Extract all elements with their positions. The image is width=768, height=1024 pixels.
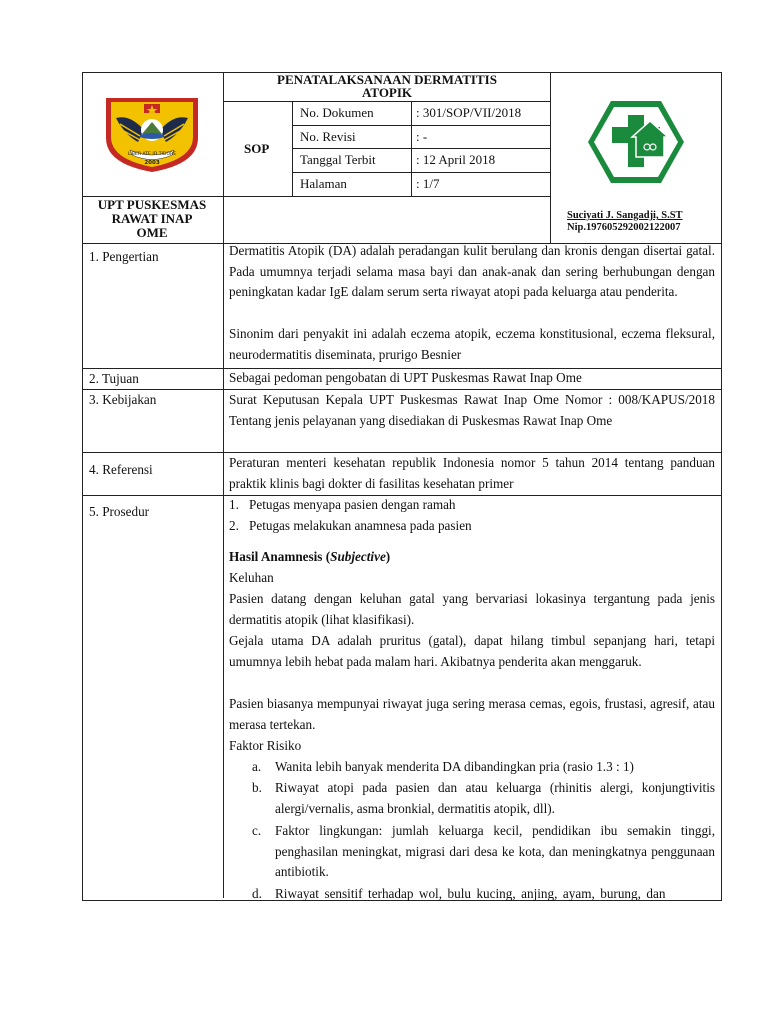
pengertian-paragraph-1: Dermatitis Atopik (DA) adalah peradangan kulit berulang dan kronis dengan disertai gatal. Pada umumnya terjadi selama masa bayi dan anak-anak dan sering berhubungan dengan peningkatan kadar IgE dalam serum serta riwayat atopi pada keluarga atau penderita. xyxy=(229,243,715,299)
procedure-step-1: Petugas menyapa pasien dengan ramah xyxy=(249,497,456,512)
regency-logo xyxy=(100,94,204,174)
label-kebijakan: 3. Kebijakan xyxy=(89,392,157,407)
title-line-2: ATOPIK xyxy=(361,85,413,100)
doc-number-label: No. Dokumen xyxy=(300,105,374,120)
org-line-1: UPT PUSKESMAS xyxy=(97,197,207,212)
faktor-c-text: Faktor lingkungan: jumlah keluarga kecil, pendidikan ibu semakin tinggi, penghasilan meningkat, migrasi dari desa ke kota, dan meningkatnya penggunaan antibiotik. xyxy=(275,823,715,879)
logo-year-text: 2003 xyxy=(144,160,160,166)
label-prosedur: 5. Prosedur xyxy=(89,504,150,519)
faktor-d-number: d. xyxy=(252,886,262,901)
kebijakan-text: Surat Keputusan Kepala UPT Puskesmas Rawat Inap Ome Nomor : 008/KAPUS/2018 Tentang jenis pelayanan yang disediakan di Puskesmas Rawat Inap Ome xyxy=(229,392,715,428)
procedure-step-1-number: 1. xyxy=(229,497,239,512)
keluhan-paragraph-1: Pasien datang dengan keluhan gatal yang bervariasi lokasinya tergantung pada jenis dermatitis atopik (lihat klasifikasi). xyxy=(229,591,715,627)
pengertian-paragraph-2: Sinonim dari penyakit ini adalah eczema atopik, eczema konstitusional, eczema fleksural, neurodermatitis diseminata, prurigo Besnier xyxy=(229,326,715,362)
org-line-3: OME xyxy=(136,225,168,240)
heading-close: ) xyxy=(385,549,391,564)
label-pengertian: 1. Pengertian xyxy=(89,249,159,264)
doc-number-value: : 301/SOP/VII/2018 xyxy=(416,105,522,120)
issue-date-label: Tanggal Terbit xyxy=(300,152,376,167)
document-title xyxy=(224,73,550,99)
issue-date-value: : 12 April 2018 xyxy=(416,152,496,167)
keluhan-label: Keluhan xyxy=(229,570,274,585)
anamnesis-heading xyxy=(229,547,390,568)
tujuan-text: Sebagai pedoman pengobatan di UPT Puskesmas Rawat Inap Ome xyxy=(229,370,582,385)
faktor-c-number: c. xyxy=(252,823,262,838)
keluhan-paragraph-2: Gejala utama DA adalah pruritus (gatal), dapat hilang timbul sepanjang hari, tetapi umumnya lebih hebat pada malam hari. Akibatnya penderita akan menggaruk. xyxy=(229,633,715,669)
label-tujuan: 2. Tujuan xyxy=(89,371,139,386)
puskesmas-logo xyxy=(586,97,686,187)
page-value: : 1/7 xyxy=(416,176,440,191)
org-line-2: RAWAT INAP xyxy=(111,211,193,226)
heading-main: Hasil Anamnesis ( xyxy=(229,549,331,564)
faktor-risiko-label: Faktor Risiko xyxy=(229,738,302,753)
faktor-b-text: Riwayat atopi pada pasien dan atau keluarga (rhinitis alergi, konjungtivitis alergi/vernalis, asma bronkial, dermatitis atopik, dll). xyxy=(275,780,715,816)
procedure-step-2: Petugas melakukan anamnesa pada pasien xyxy=(249,518,472,533)
referensi-text: Peraturan menteri kesehatan republik Indonesia nomor 5 tahun 2014 tentang panduan praktik klinis bagi dokter di fasilitas kesehatan primer xyxy=(229,455,715,491)
label-referensi: 4. Referensi xyxy=(89,462,153,477)
title-line-1: PENATALAKSANAAN DERMATITIS xyxy=(277,72,497,87)
signer-nip: Nip.197605292002122007 xyxy=(567,222,681,233)
procedure-step-2-number: 2. xyxy=(229,518,239,533)
signer-name: Suciyati J. Sangadji, S.ST xyxy=(567,210,683,221)
keluhan-paragraph-3: Pasien biasanya mempunyai riwayat juga sering merasa cemas, egois, frustasi, agresif, atau merasa tertekan. xyxy=(229,696,715,732)
faktor-a-number: a. xyxy=(252,759,262,774)
revision-label: No. Revisi xyxy=(300,129,356,144)
faktor-a-text: Wanita lebih banyak menderita DA dibandingkan pria (rasio 1.3 : 1) xyxy=(275,759,634,774)
revision-value: : - xyxy=(416,129,428,144)
faktor-d-text: Riwayat sensitif terhadap wol, bulu kucing, anjing, ayam, burung, dan xyxy=(275,886,666,901)
faktor-b-number: b. xyxy=(252,780,262,795)
logo-ribbon-text: LIBER ATE ID TIDORE xyxy=(127,152,177,157)
heading-italic: Subjective xyxy=(330,549,386,564)
sop-label: SOP xyxy=(244,141,270,156)
organization-name xyxy=(84,198,220,240)
page-label: Halaman xyxy=(300,176,347,191)
